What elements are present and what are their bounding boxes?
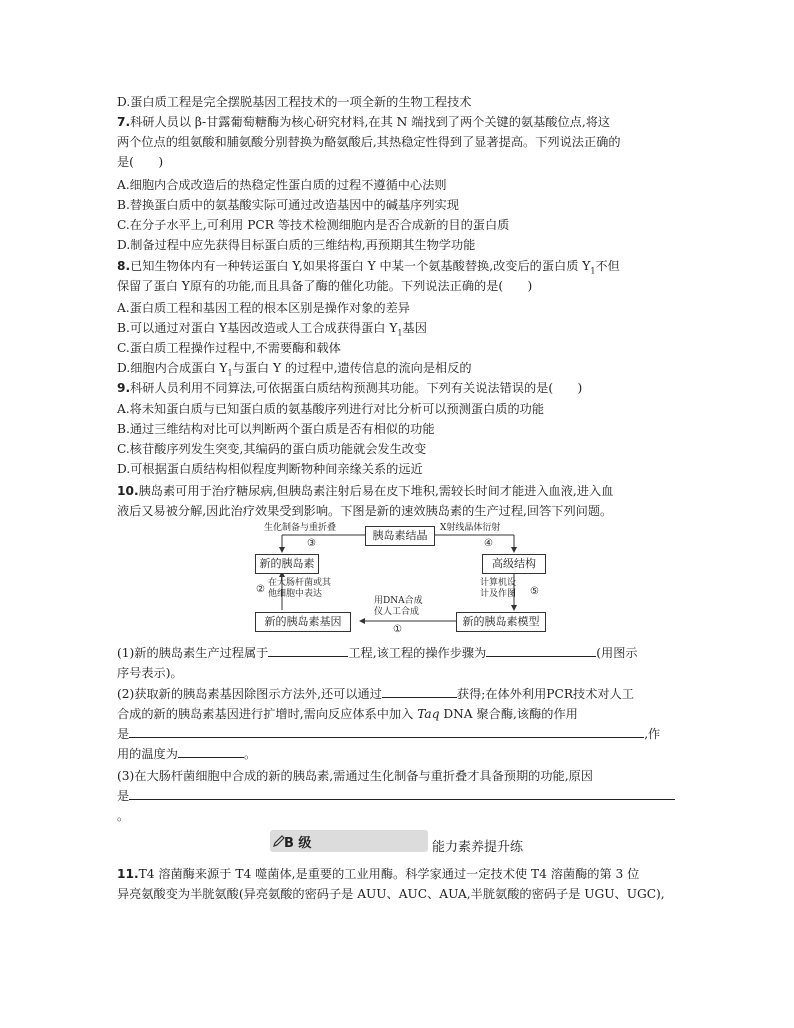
- box-insulin-crystal: 胰岛素结晶: [365, 526, 435, 546]
- q8-option-d: D.细胞内合成蛋白 $Y_1$与蛋白 Y 的过程中,遗传信息的流向是相反的: [117, 361, 472, 378]
- q10-part2: (2)获取新的胰岛素基因除图示方法外,还可以通过 获得;在体外利用PCR技术对人工: [117, 684, 634, 704]
- q10-part2-2: 合成的新的胰岛素基因进行扩增时,需向反应体系中加入 Taq DNA 聚合酶,该酶的作用: [117, 707, 578, 721]
- label-computer-2: 计及作图: [480, 589, 517, 599]
- q7-stem-3: 是( ): [117, 155, 164, 169]
- q8-option-b: B.可以通过对蛋白 Y基因改造或人工合成获得蛋白 $Y_1$基因: [117, 321, 427, 338]
- q8-option-a: A.蛋白质工程和基因工程的根本区别是操作对象的差异: [117, 301, 410, 315]
- q6-option-d: D.蛋白质工程是完全摆脱基因工程技术的一项全新的生物工程技术: [117, 95, 472, 109]
- box-new-insulin: 新的胰岛素: [255, 554, 319, 574]
- label-computer-1: 计算机设: [480, 578, 517, 588]
- insulin-production-diagram: [250, 524, 550, 636]
- q8-stem: 8.已知生物体内有一种转运蛋白 Y,如果将蛋白 Y 中某一个氨基酸替换,改变后的蛋白质 $Y_1$不但: [117, 259, 620, 276]
- q7-option-b: B.替换蛋白质中的氨基酸实际可通过改造基因中的碱基序列实现: [117, 198, 459, 212]
- q10-stem: 10.胰岛素可用于治疗糖尿病,但胰岛素注射后易在皮下堆积,需较长时间才能进入血液,进入血: [117, 484, 614, 498]
- label-xray: X射线晶体衍射: [440, 523, 501, 533]
- q9-option-b: B.通过三维结构对比可以判断两个蛋白质是否有相似的功能: [117, 422, 435, 436]
- box-new-model: 新的胰岛素模型: [456, 612, 546, 632]
- step-4: ④: [484, 538, 493, 549]
- blank-temperature[interactable]: [178, 744, 244, 758]
- q7-option-c: C.在分子水平上,可利用 PCR 等技术检测细胞内是否合成新的目的蛋白质: [117, 218, 510, 232]
- blank-steps[interactable]: [486, 643, 596, 657]
- section-title: 能力素养提升练: [432, 840, 524, 855]
- label-dna-2: 仪人工合成: [374, 607, 420, 617]
- q7-stem: 7.科研人员以 β-甘露葡萄糖酶为核心研究材料,在其 N 端找到了两个关键的氨基酸位点,将这: [117, 115, 611, 129]
- q10-part2-3: 是 ,作: [117, 724, 660, 744]
- label-express-1: 在大肠杆菌或其: [268, 578, 332, 588]
- blank-reason[interactable]: [129, 786, 675, 800]
- step-3: ③: [307, 538, 316, 549]
- q7-option-d: D.制备过程中应先获得目标蛋白质的三维结构,再预期其生物学功能: [117, 238, 476, 252]
- blank-method[interactable]: [382, 684, 457, 698]
- q10-part1: (1)新的胰岛素生产过程属于 工程,该工程的操作步骤为 (用图示: [117, 643, 638, 663]
- q10-part3-3: 。: [117, 809, 130, 823]
- section-level-badge: B 级: [270, 830, 428, 852]
- q8-option-c: C.蛋白质工程操作过程中,不需要酶和载体: [117, 341, 341, 355]
- q10-stem-2: 液后又易被分解,因此治疗效果受到影响。下图是新的速效胰岛素的生产过程,回答下列问题。: [117, 504, 613, 518]
- q7-option-a: A.细胞内合成改造后的热稳定性蛋白质的过程不遵循中心法则: [117, 178, 447, 192]
- label-fold: 生化制备与重折叠: [264, 523, 337, 533]
- q10-part2-4: 用的温度为 。: [117, 744, 256, 764]
- q9-option-c: C.核苷酸序列发生突变,其编码的蛋白质功能就会发生改变: [117, 442, 427, 456]
- box-new-gene: 新的胰岛素基因: [255, 612, 351, 632]
- q10-part3-2: 是: [117, 786, 675, 806]
- q9-option-a: A.将未知蛋白质与已知蛋白质的氨基酸序列进行对比分析可以预测蛋白质的功能: [117, 402, 545, 416]
- q10-part3: (3)在大肠杆菌细胞中合成的新的胰岛素,需通过生化制备与重折叠才具备预期的功能,原因: [117, 769, 593, 783]
- q9-stem: 9.科研人员利用不同算法,可依据蛋白质结构预测其功能。下列有关说法错误的是( ): [117, 381, 583, 395]
- q11-stem-2: 异亮氨酸变为半胱氨酸(异亮氨酸的密码子是 AUU、AUC、AUA,半胱氨酸的密码子是 UGU、UGC),: [117, 887, 665, 901]
- q9-option-d: D.可根据蛋白质结构相似程度判断物种间亲缘关系的远近: [117, 462, 423, 476]
- box-high-structure: 高级结构: [482, 554, 546, 574]
- q10-part1-2: 序号表示)。: [117, 666, 183, 680]
- step-1: ①: [393, 624, 402, 635]
- q7-stem-2: 两个位点的组氨酸和脯氨酸分别替换为酪氨酸后,其热稳定性得到了显著提高。下列说法正确的: [117, 135, 621, 149]
- step-2: ②: [256, 584, 265, 595]
- blank-enzyme-role[interactable]: [129, 724, 644, 738]
- label-express-2: 他细胞中表达: [268, 589, 323, 599]
- blank-engineering[interactable]: [268, 643, 348, 657]
- q8-stem-2: 保留了蛋白 Y原有的功能,而且具备了酶的催化功能。下列说法正确的是( ): [117, 279, 533, 293]
- step-5: ⑤: [530, 586, 539, 597]
- q11-stem: 11.T4 溶菌酶来源于 T4 噬菌体,是重要的工业用酶。科学家通过一定技术使 T4 溶菌酶的第 3 位: [117, 867, 640, 881]
- label-dna-1: 用DNA合成: [374, 596, 423, 606]
